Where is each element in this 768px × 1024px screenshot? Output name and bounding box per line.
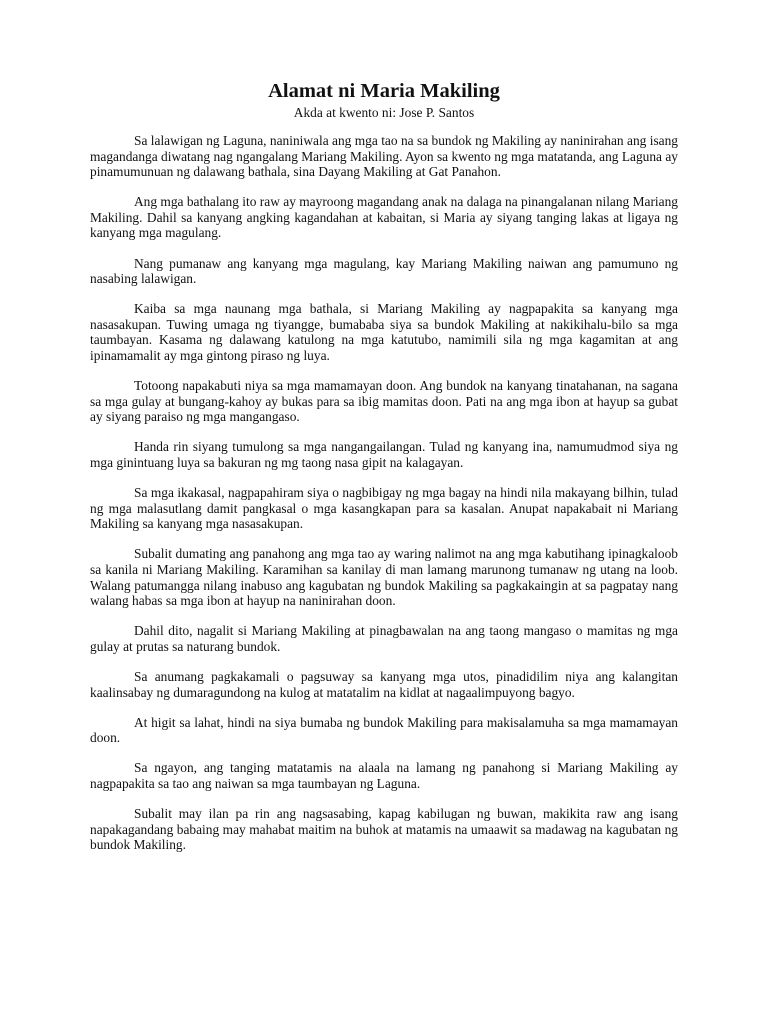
paragraph-1: Sa lalawigan ng Laguna, naniniwala ang mga tao na sa bundok ng Makiling ay naninirahan ang isang magandanga diwatang nag ngangalang Mariang Makiling. Ayon sa kwento ng mga matatanda, ang Laguna ay pinamumunuan ng dalawang bathala, sina Dayang Makiling at Gat Panahon.: [90, 133, 678, 180]
paragraph-10: Sa anumang pagkakamali o pagsuway sa kanyang mga utos, pinadidilim niya ang kalangitan kaalinsabay ng dumaragundong na kulog at matatalim na kidlat at nagaalimpuyong bagyo.: [90, 668, 678, 700]
paragraph-2: Ang mga bathalang ito raw ay mayroong magandang anak na dalaga na pinangalanan nilang Mariang Makiling. Dahil sa kanyang angking kagandahan at kabaitan, si Maria ay siyang tanging lakas at ligaya ng kanyang mga magulang.: [90, 194, 678, 241]
paragraph-12: Sa ngayon, ang tanging matatamis na alaala na lamang ng panahong si Mariang Makiling ay nagpapakita sa tao ang naiwan sa mga taumbayan ng Laguna.: [90, 760, 678, 791]
document-content: [90, 78, 678, 867]
paragraph-8: Subalit dumating ang panahong ang mga tao ay waring nalimot na ang mga kabutihang ipinagkaloob sa kanila ni Mariang Makiling. Karamihan sa kanilay di man lamang marunong tumanaw ng utang na loob. Walang patumangga nilang inabuso ang kagubatan ng bundok Makiling sa pagkakaingin at sa pagpatay nang walang habas sa mga ibon at hayup na naninirahan doon.: [90, 546, 678, 609]
paragraph-9: Dahil dito, nagalit si Mariang Makiling at pinagbawalan na ang taong mangaso o mamitas ng mga gulay at prutas sa naturang bundok.: [90, 623, 678, 654]
paragraph-4: Kaiba sa mga naunang mga bathala, si Mariang Makiling ay nagpapakita sa kanyang mga nasasakupan. Tuwing umaga ng tiyangge, bumababa siya sa bundok Makiling at nakikihalu-bilo sa mga taumbayan. Kasama ng dalawang katulong na mga katutubo, namimili sila ng mga kagamitan at ang ipinamamalit ay mga gintong piraso ng luya.: [90, 301, 678, 364]
paragraph-6: Handa rin siyang tumulong sa mga nangangailangan. Tulad ng kanyang ina, namumudmod siya ng mga ginintuang luya sa bakuran ng mg taong nasa gipit na kalagayan.: [90, 439, 678, 470]
paragraph-13: Subalit may ilan pa rin ang nagsasabing, kapag kabilugan ng buwan, makikita raw ang isang napakagandang babaing may mahabat maitim na buhok at matamis na umaawit sa madawag na kagubatan ng bundok Makiling.: [90, 806, 678, 853]
document-title: Alamat ni Maria Makiling: [268, 80, 500, 102]
story-body: [90, 133, 678, 853]
document-author-line: Akda at kwento ni: Jose P. Santos: [293, 105, 475, 120]
paragraph-3: Nang pumanaw ang kanyang mga magulang, kay Mariang Makiling naiwan ang pamumuno ng nasabing lalawigan.: [90, 255, 678, 287]
paragraph-7: Sa mga ikakasal, nagpapahiram siya o nagbibigay ng mga bagay na hindi nila makayang bilhin, tulad ng mga malasutlang damit pangkasal o mga kasangkapan para sa kasalan. Anupat napakabait ni Mariang Makiling sa kanyang mga nasasakupan.: [90, 485, 678, 532]
paragraph-11: At higit sa lahat, hindi na siya bumaba ng bundok Makiling para makisalamuha sa mga mamamayan doon.: [90, 714, 678, 746]
paragraph-5: Totoong napakabuti niya sa mga mamamayan doon. Ang bundok na kanyang tinatahanan, na sagana sa mga gulay at bungang-kahoy ay bukas para sa ibig mamitas doon. Pati na ang mga ibon at hayup sa gubat ay siyang paraiso ng mga mangangaso.: [90, 378, 678, 425]
